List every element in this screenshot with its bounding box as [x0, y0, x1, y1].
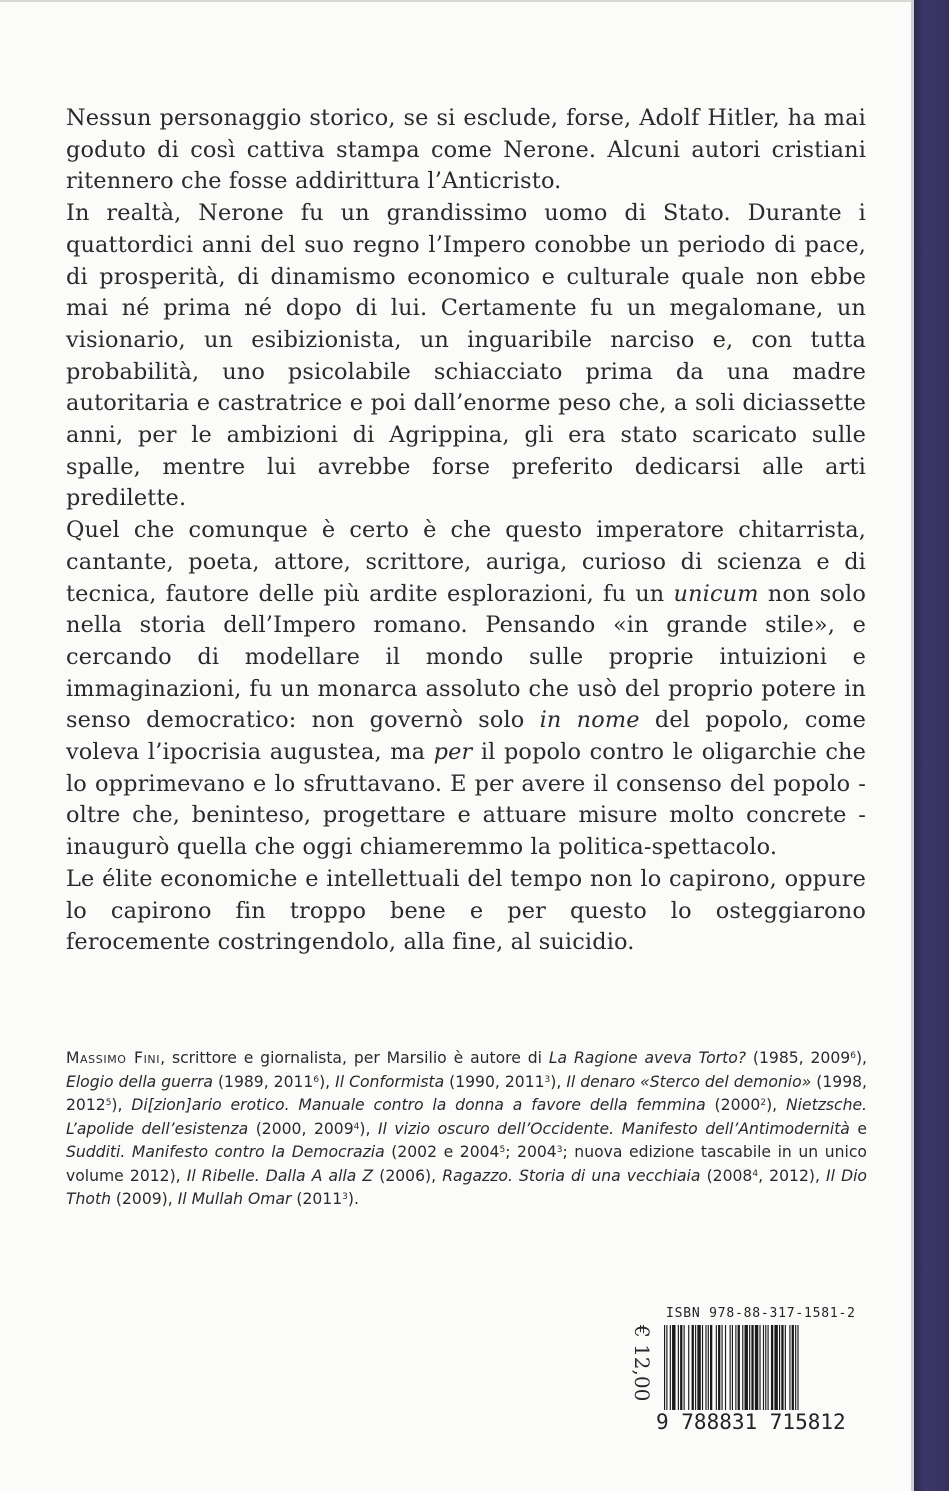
italic-unicum: unicum: [673, 580, 759, 607]
barcode-bar: [768, 1325, 769, 1410]
price-label: € 12,00: [630, 1325, 654, 1402]
book-spine: [914, 0, 949, 1491]
barcode-bar: [692, 1325, 694, 1410]
blurb-paragraph-4: Le élite economiche e intellettuali del tempo non lo capirono, oppure lo capirono fin troppo bene e per questo lo osteggiarono ferocemente costringendolo, alla fine, al suicidio.: [66, 865, 866, 956]
barcode-bar: [742, 1325, 743, 1410]
barcode-bar: [680, 1325, 682, 1410]
barcode-bar: [688, 1325, 689, 1410]
barcode-bar: [771, 1325, 773, 1410]
blurb-paragraph-1: Nessun personaggio storico, se si esclude, forse, Adolf Hitler, ha mai goduto di così cattiva stampa come Nerone. Alcuni autori cristiani ritennero che fosse addirittura l’Anticristo.: [66, 105, 866, 195]
barcode: [662, 1325, 852, 1410]
barcode-bar: [702, 1325, 703, 1410]
barcode-bar: [785, 1325, 786, 1410]
barcode-bar: [745, 1325, 748, 1410]
italic-in-nome: in nome: [539, 707, 640, 734]
barcode-number: 9 788831 715812: [656, 1410, 846, 1434]
barcode-bar: [718, 1325, 720, 1410]
barcode-bar: [795, 1325, 796, 1410]
barcode-bar: [684, 1325, 685, 1410]
blurb-paragraph-2: In realtà, Nerone fu un grandissimo uomo di Stato. Durante i quattordici anni del suo regno l’Impero conobbe un periodo di pace, di prosperità, di dinamismo economico e culturale quale non ebbe mai né prima né dopo di lui. Certamente fu un megalomane, un visionario, un esibizionista, un inguaribile narciso e, con tutta probabilità, uno psicolabile schiacciato prima da una madre autoritaria e castratrice e poi dall’enorme peso che, a soli diciassette anni, per le ambizioni di Agrippina, gli era stato scaricato sulle spalle, mentre lui avrebbe forse preferito dedicarsi alle arti predilette.: [66, 200, 866, 512]
barcode-bar: [697, 1325, 700, 1410]
barcode-bar: [797, 1325, 798, 1410]
barcode-bar: [781, 1325, 783, 1410]
barcode-bar: [730, 1325, 731, 1410]
barcode-bar: [708, 1325, 709, 1410]
barcode-bar: [735, 1325, 736, 1410]
barcode-bar: [732, 1325, 733, 1410]
barcode-bar: [666, 1325, 667, 1410]
barcode-bar: [765, 1325, 766, 1410]
barcode-bar: [738, 1325, 740, 1410]
barcode-bar: [725, 1325, 726, 1410]
barcode-bar: [749, 1325, 750, 1410]
barcode-bar: [695, 1325, 696, 1410]
barcode-bar: [751, 1325, 753, 1410]
barcode-bar: [716, 1325, 717, 1410]
author-name: Massimo Fini: [66, 1049, 161, 1067]
blurb-paragraph-3: Quel che comunque è certo è che questo imperatore chitarrista, cantante, poeta, attore, scrittore, auriga, curioso di scienza e di tecnica, fautore delle più ardite esplorazioni, fu un unicum non solo nella storia dell’Impero romano. Pensando «in grande stile», e cercando di modellare il mondo sulle proprie intuizioni e immaginazioni, fu un monarca assoluto che usò del proprio potere in senso democratico: non governò solo in nome del popolo, come voleva l’ipocrisia augustea, ma per il popolo contro le oligarchie che lo opprimevano e lo sfruttavano. E per avere il consenso del popolo - oltre che, beninteso, progettare e attuare misure molto concrete - inaugurò quella che oggi chiameremmo la politica-spettacolo.: [66, 517, 866, 861]
barcode-bar: [763, 1325, 764, 1410]
author-bio: Massimo Fini, scrittore e giornalista, per Marsilio è autore di La Ragione aveva Torto? (1985, 2009$^6$), Elogio della guerra (1989, 2011$^6$), Il Conformista (1990, 2011$^3$), Il denaro «Sterco del demonio» (1998, 2012$^5$), Di[zion]ario erotico. Manuale contro la donna a favore della femmina (2000$^2$), Nietzsche. L’apolide dell’esistenza (2000, 2009$^4$), Il vizio oscuro dell’Occidente. Manifesto dell’Antimodernità e Sudditi. Manifesto contro la Democrazia (2002 e 2004$^5$; 2004$^3$; nuova edizione tascabile in un unico volume 2012), Il Ribelle. Dalla A alla Z (2006), Ragazzo. Storia di una vecchiaia (2008$^4$, 2012), Il Dio Thoth (2009), Il Mullah Omar (2011$^3$).: [66, 1049, 868, 1208]
barcode-bar: [759, 1325, 760, 1410]
barcode-bar: [789, 1325, 790, 1410]
barcode-bar: [774, 1325, 777, 1410]
barcode-bar: [792, 1325, 794, 1410]
blurb-text: [66, 103, 866, 959]
barcode-bar: [664, 1325, 665, 1410]
barcode-bar: [705, 1325, 706, 1410]
barcode-bar: [755, 1325, 758, 1410]
barcode-bar: [670, 1325, 671, 1410]
top-edge: [0, 0, 949, 2]
barcode-bar: [779, 1325, 780, 1410]
barcode-bar: [672, 1325, 675, 1410]
barcode-bar: [722, 1325, 723, 1410]
barcode-bar: [710, 1325, 712, 1410]
barcode-bar: [678, 1325, 679, 1410]
italic-per: per: [433, 739, 473, 766]
isbn-label: ISBN 978-88-317-1581-2: [666, 1306, 856, 1321]
